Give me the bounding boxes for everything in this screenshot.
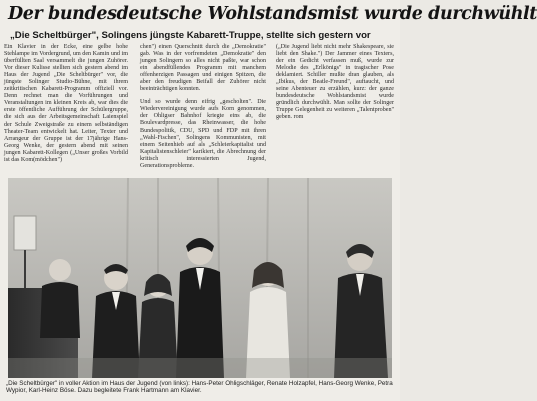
column-1-text: Ein Klavier in der Ecke, eine gelbe hohe Stehlampe im Vordergrund, um den Kamin und im überfüllten Saal versammelt die jungen Zuhörer. Vor dieser Kulisse stellten sich gestern abend im Haus der Jugend „Die Scheltbürger" vor, die jüngste Solinger Studio-Bühne, mit ihrem zeitkritischen Kabarett-Programm offiziell vor. Denn rechnet man die Vorführungen und Veranstaltungen im kleinen Kreis ab, war dies die erste öffentliche Aufführung der Schülergruppe, die sich aus der Arbeitsgemeinschaft Laienspiel der Schule Zweigstraße zu einem selbständigen Theater-Team entwickelt hat. Leiter, Texter und Arrangeur der Gruppe ist der 17jährige Hans-Georg Wenke, der gestern abend mit seinen jungen Kabarett-Kollegen („Unser großes Vorbild ist das Kom(mödchen") [4,44,128,163]
article-column-3 [276,44,394,154]
headline: Der bundesdeutsche Wohlstandsmist wurde durchwühlt [8,4,537,24]
column-2-text-b: Und so wurde denn eifrig „gescholten". Die Wiedervereinigung wurde aufs Korn genommen, der Ohligser Bahnhof kriegte eins ab, die Boulevardpresse, das Rheinwasser, die hohe Bundespolitik, CDU, SPD und FDP mit ihren „Wahl-Fischen", Solingens Kommunisten, mit einem Seitenhieb auf als „Schleierkapitalist und Kapitalistenschleier" karikiert, die Abrechnung der kritisch interessierten Jugend, Generationsprobleme. [140,99,266,169]
subheadline: „Die Scheltbürger", Solingens jüngste Kabarett-Truppe, stellte sich gestern vor [10,30,371,41]
column-2-text: chen") einen Querschnitt durch die „Demokratie" gab. Was in der vorfremdeten „Demokratie" den jungen Solingern so alles nicht paßte, war schon ein abendfüllendes Programm mit manchem offenherzigen Passagen und einigen Spitzen, die aber den freudigen Beifall der Zuhörer nicht beeinträchtigen konnten. [140,44,266,93]
group-photo-image [8,178,392,378]
photo-caption: „Die Scheltbürger" in voller Aktion im Haus der Jugend (von links): Hans-Peter Ohligschläger, Renate Holzapfel, Hans-Georg Wenke, Petra Wypior, Karl-Heinz Böse. Dazu begleitete Frank Hartmann am Klavier. [6,380,393,395]
column-3-text: („Die Jugend liebt nicht mehr Shakespeare, sie liebt den Shake.") Der Jammer eines Texters, der ein Gedicht verfassen muß, wurde zur Melodie des „Erlkönigs" in tragischer Pose deklamiert. Schiller mußte dran glauben, als „Ibikus, der Beatle-Freund", auftaucht, und seine Abenteuer zu erzählen, kurz: der ganze bundesdeutsche Wohlstandsmist wurde gründlich durchwühlt. Man sollte der Solinger Truppe Gelegenheit zu weiteren „Talentproben" geben. rom [276,44,394,121]
group-photo [8,178,392,378]
